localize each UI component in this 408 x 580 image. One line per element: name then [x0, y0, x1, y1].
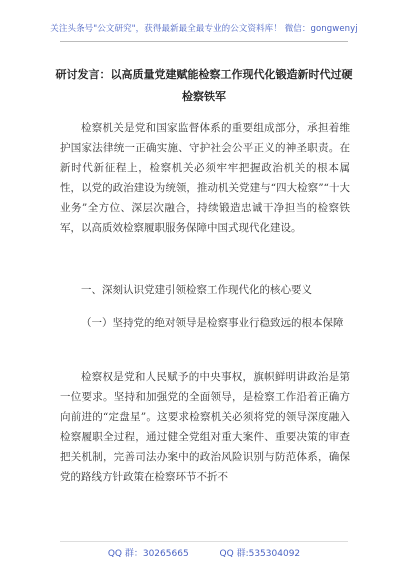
- footer-qq-group-2: QQ 群:535304092: [219, 549, 301, 559]
- page-footer: [0, 546, 408, 559]
- page-header-banner: 关注头条号"公文研究"，获得最新最全最专业的公文资料库！ 微信：gongwenyj: [50, 24, 358, 34]
- document-title: 研讨发言：以高质量党建赋能检察工作现代化锻造新时代过硬检察铁军: [55, 68, 353, 103]
- paragraph-intro: 检察机关是党和国家监督体系的重要组成部分，承担着维护国家法律统一正确实施、守护社会公平正义的神圣职责。在新时代新征程上，检察机关必须牢牢把握政治机关的根本属性，以党的政治建设为统领，推动机关党建与“四大检察”“十大业务”全方位、深层次融合，持续锻造忠诚干净担当的检察铁军，以高质效检察履职服务保障中国式现代化建设。: [60, 122, 350, 234]
- subsection-heading-1: （一）坚持党的绝对领导是检察事业行稳致远的根本保障: [81, 317, 344, 329]
- paragraph-body-1: 检察权是党和人民赋予的中央事权，旗帜鲜明讲政治是第一位要求。坚持和加强党的全面领导，是检察工作沿着正确方向前进的“定盘星”。这要求检察机关必须将党的领导深度融入检察履职全过程，通过健全党组对重大案件、重要决策的审查把关机制，完善司法办案中的政治风险识别与防范体系，确保党的路线方针政策在检察环节不折不: [60, 371, 350, 483]
- section-heading-1: 一、深刻认识党建引领检察工作现代化的核心要义: [81, 284, 312, 296]
- header-divider: [60, 41, 348, 42]
- footer-divider: [60, 541, 348, 542]
- footer-qq-group-1: QQ 群：30265665: [107, 549, 189, 559]
